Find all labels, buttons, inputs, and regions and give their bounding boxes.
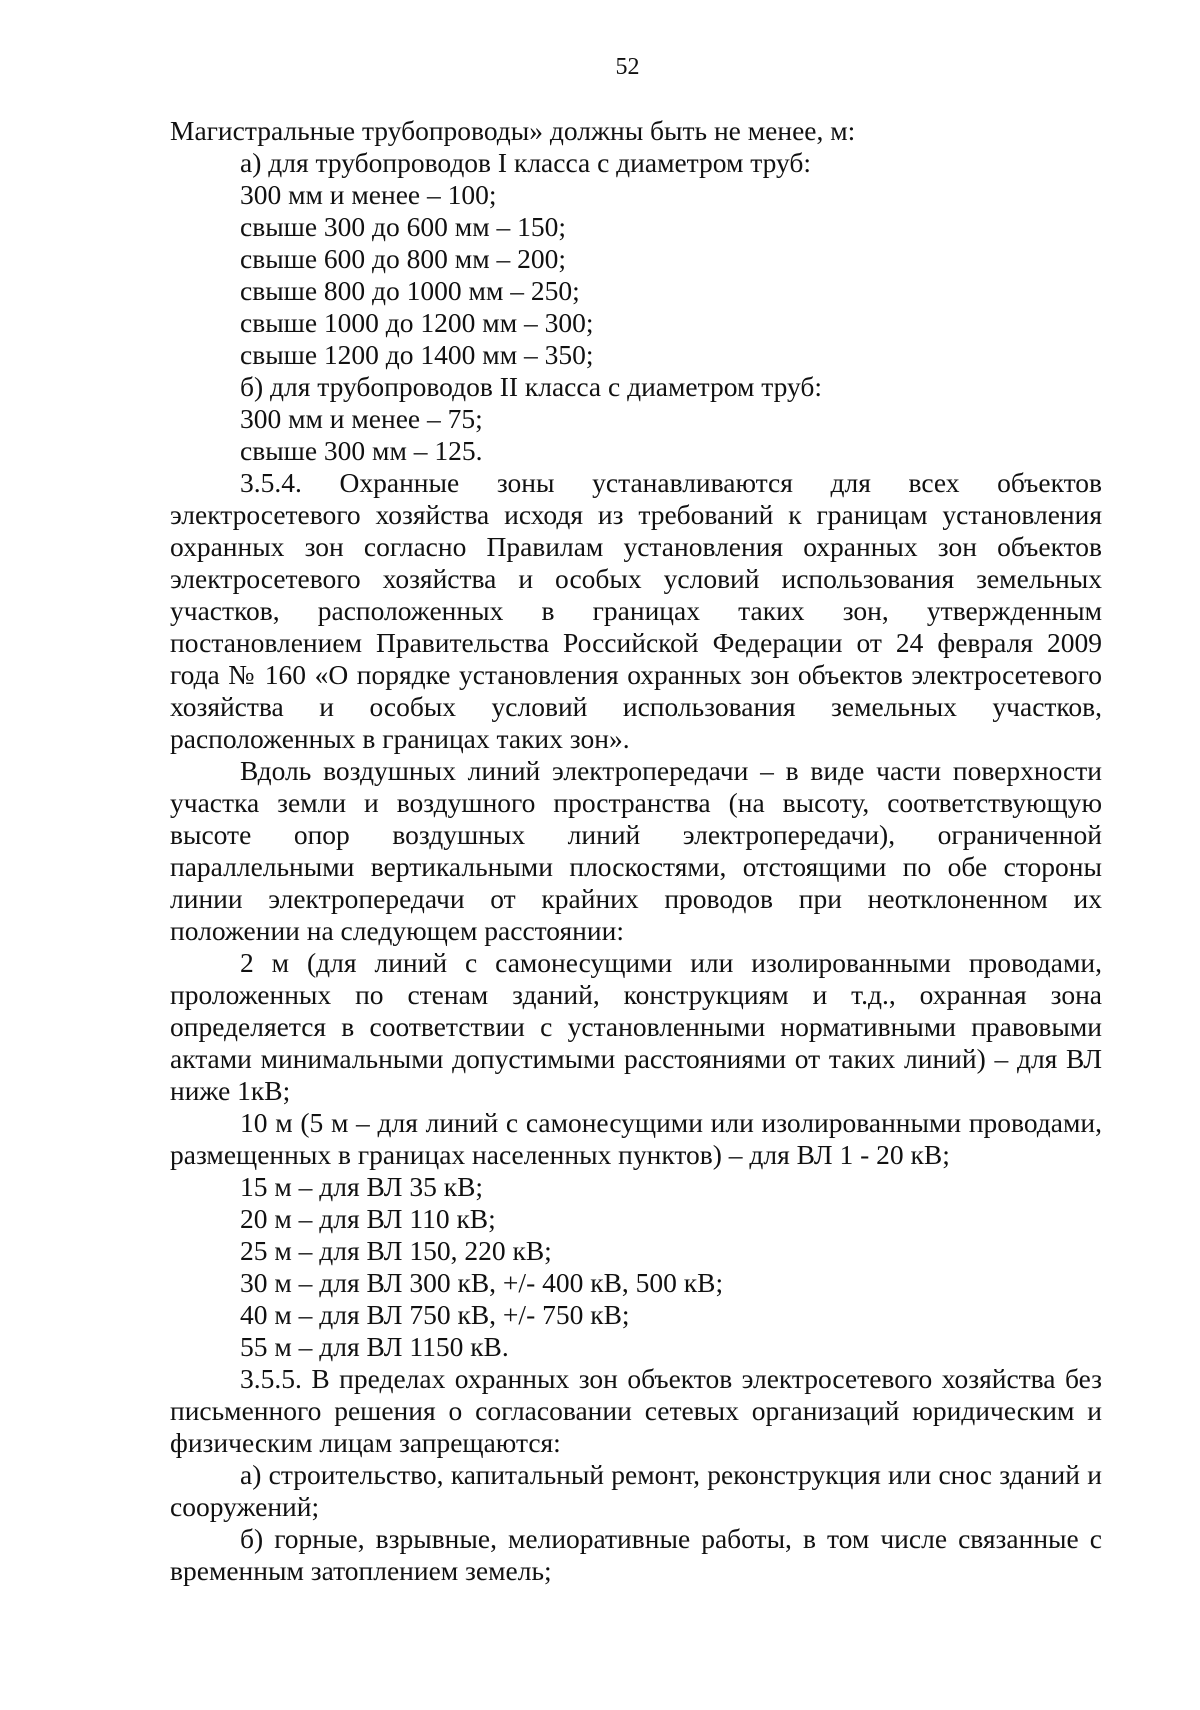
list-item: свыше 600 до 800 мм – 200; [240, 243, 566, 274]
list-item: свыше 1200 до 1400 мм – 350; [240, 339, 594, 370]
prohibition-item-a: а) строительство, капитальный ремонт, реконструкция или снос зданий и сооружений; [170, 1459, 1102, 1522]
prohibition-item-b: б) горные, взрывные, мелиоративные работы, в том числе связанные с временным затоплением земель; [170, 1523, 1102, 1586]
distance-item: 25 м – для ВЛ 150, 220 кВ; [240, 1235, 552, 1266]
document-body [170, 115, 1102, 1587]
paragraph-vdol: Вдоль воздушных линий электропередачи – в виде части поверхности участка земли и воздушного пространства (на высоту, соответствующую высоте опор воздушных линий электропередачи), ограниченной параллельными вертикальными плоскостями, отстоящими по обе стороны линии электропередачи от крайних проводов при неотклоненном их положении на следующем расстоянии: [170, 755, 1102, 946]
page-number: 52 [615, 54, 640, 80]
paragraph-10m: 10 м (5 м – для линий с самонесущими или изолированными проводами, размещенных в границах населенных пунктов) – для ВЛ 1 - 20 кВ; [170, 1107, 1102, 1170]
list-title: а) для трубопроводов I класса с диаметром труб: [240, 147, 812, 178]
distance-item: 15 м – для ВЛ 35 кВ; [240, 1171, 484, 1202]
paragraph-3-5-4: 3.5.4. Охранные зоны устанавливаются для всех объектов электросетевого хозяйства исходя из требований к границам установления охранных зон согласно Правилам установления охранных зон объектов электросетевого хозяйства и особых условий использования земельных участков, расположенных в границах таких зон, утвержденным постановлением Правительства Российской Федерации от 24 февраля 2009 года № 160 «О порядке установления охранных зон объектов электросетевого хозяйства и особых условий использования земельных участков, расположенных в границах таких зон». [170, 467, 1102, 754]
distance-item: 20 м – для ВЛ 110 кВ; [240, 1203, 496, 1234]
list-item: свыше 800 до 1000 мм – 250; [240, 275, 580, 306]
list-item: свыше 300 до 600 мм – 150; [240, 211, 566, 242]
list-item: 300 мм и менее – 75; [240, 403, 483, 434]
list-item: 300 мм и менее – 100; [240, 179, 497, 210]
distance-item: 30 м – для ВЛ 300 кВ, +/- 400 кВ, 500 кВ; [240, 1267, 724, 1298]
list-item: свыше 300 мм – 125. [240, 435, 483, 466]
list-title: б) для трубопроводов II класса с диаметром труб: [240, 371, 822, 402]
distance-item: 55 м – для ВЛ 1150 кВ. [240, 1331, 509, 1362]
paragraph-2m: 2 м (для линий с самонесущими или изолированными проводами, проложенных по стенам зданий, конструкциям и т.д., охранная зона определяется в соответствии с установленными нормативными правовыми актами минимальными допустимыми расстояниями от таких линий) – для ВЛ ниже 1кВ; [170, 947, 1102, 1106]
text-line: Магистральные трубопроводы» должны быть не менее, м: [170, 115, 856, 146]
list-item: свыше 1000 до 1200 мм – 300; [240, 307, 594, 338]
paragraph-3-5-5: 3.5.5. В пределах охранных зон объектов электросетевого хозяйства без письменного решения о согласовании сетевых организаций юридическим и физическим лицам запрещаются: [170, 1363, 1102, 1458]
distance-item: 40 м – для ВЛ 750 кВ, +/- 750 кВ; [240, 1299, 630, 1330]
